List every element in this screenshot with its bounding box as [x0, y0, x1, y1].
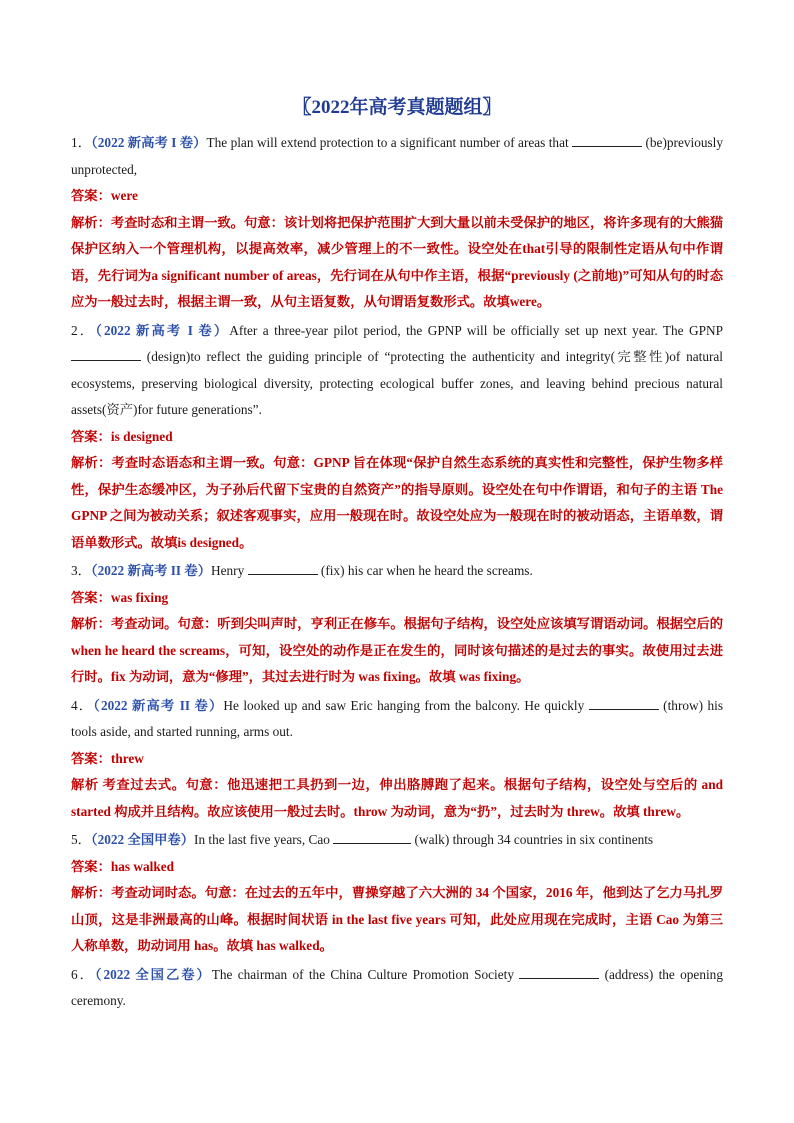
- answer-value: was fixing: [110, 589, 169, 605]
- question-text-post: (throw) his tools aside, and started running, arms out.: [71, 697, 724, 739]
- explanation-5: 解析：考查动词时态。句意：在过去的五年中，曹操穿越了六大洲的 34 个国家，2016 年，他到达了乞力马扎罗山顶，这是非洲最高的山峰。根据时间状语 in the last five years 可知，此处应用现在完成时，主语 Cao 为第三人称单数，助动词用 has。故填 has walked。: [71, 885, 723, 953]
- question-text-post: (address) the opening ceremony.: [71, 966, 723, 1008]
- answer-blank: [519, 964, 599, 979]
- question-5: [71, 827, 723, 854]
- explanation-2: 解析：考查时态语态和主谓一致。句意：GPNP 旨在体现“保护自然生态系统的真实性和完整性，保护生物多样性，保护生态缓冲区，为子孙后代留下宝贵的自然资产”的指导原则。设空处在句中作谓语，和句子的主语 The GPNP 之间为被动关系；叙述客观事实，应用一般现在时。故设空处应为一般现在时的被动语态，主语单数，谓语单数形式。故填is designed。: [71, 455, 723, 550]
- answer-5: [71, 854, 723, 881]
- question-1: [71, 130, 723, 183]
- answer-2: [71, 424, 723, 451]
- question-text-pre: Henry: [211, 563, 248, 578]
- question-source: （2022 全国甲卷）: [90, 832, 195, 847]
- answer-label: 答案：: [71, 188, 111, 203]
- answer-3: [71, 585, 723, 612]
- question-text-post: (fix) his car when he heard the screams.: [317, 563, 533, 578]
- explanation-1: 解析：考查时态和主谓一致。句意：该计划将把保护范围扩大到大量以前未受保护的地区，将许多现有的大熊猫保护区纳入一个管理机构，以提高效率，减少管理上的不一致性。设空处在that引导的限制性定语从句中作谓语，先行词为a significant number of areas，先行词在从句中作主语，根据“previously (之前地)”可知从句的时态应为一般过去时，根据主谓一致，从句主语复数，从句谓语复数形式。故填were。: [71, 214, 723, 309]
- question-text-post: (walk) through 34 countries in six continents: [411, 832, 654, 847]
- question-text-pre: After a three-year pilot period, the GPNP will be officially set up next year. The GPNP: [229, 322, 723, 338]
- question-number: 6．: [71, 966, 95, 982]
- answer-blank: [333, 829, 411, 844]
- page-title: 〖2022年高考真题题组〗: [292, 97, 502, 118]
- answer-value: threw: [110, 750, 144, 766]
- question-source: （2022 新高考 II 卷）: [93, 697, 224, 713]
- question-number: 4．: [71, 697, 94, 713]
- question-source: （2022 全国乙卷）: [94, 966, 212, 982]
- answer-label: 答案：: [71, 589, 111, 605]
- question-source: （2022 新高考 I 卷）: [91, 135, 207, 150]
- answer-blank: [248, 560, 318, 575]
- question-text-post: (design)to reflect the guiding principle of “protecting the authenticity and integrity(完整性)of natural ecosystems, preserving biological diversity, protecting ecological buffer zones, and leaving behind precious natural assets(资产)for future generations”.: [71, 349, 723, 417]
- question-number: 1．: [71, 135, 92, 150]
- question-text-post: (be)previously unprotected,: [71, 135, 724, 177]
- question-3: [71, 558, 723, 585]
- question-text-pre: In the last five years, Cao: [194, 832, 334, 847]
- answer-value: were: [110, 188, 138, 203]
- question-text-pre: The chairman of the China Culture Promotion Society: [211, 966, 520, 982]
- answer-blank: [572, 132, 642, 147]
- question-source: （2022 新高考 I 卷）: [95, 322, 230, 338]
- question-list: [71, 130, 723, 1015]
- question-source: （2022 新高考 II 卷）: [90, 563, 211, 578]
- answer-value: has walked: [110, 858, 175, 874]
- answer-label: 答案：: [71, 750, 111, 766]
- answer-blank: [71, 346, 141, 361]
- question-2: [71, 318, 723, 424]
- explanation-3: 解析：考查动词。句意：听到尖叫声时，亨利正在修车。根据句子结构，设空处应该填写谓语动词。根据空后的 when he heard the screams，可知，设空处的动作是正在发生的，同时该句描述的是过去的事实。故使用过去进行时。fix 为动词，意为“修理”，其过去进行时为 was fixing。故填 was fixing。: [71, 616, 723, 684]
- question-text-pre: He looked up and saw Eric hanging from the balcony. He quickly: [223, 697, 589, 713]
- question-number: 3．: [71, 563, 91, 578]
- explanation-4: 解析 考查过去式。句意：他迅速把工具扔到一边，伸出胳膊跑了起来。根据句子结构，设空处与空后的 and started 构成并且结构。故应该使用一般过去时。throw 为动词，意为“扔”，过去时为 threw。故填 threw。: [71, 777, 723, 819]
- question-4: [71, 693, 723, 746]
- question-text-pre: The plan will extend protection to a significant number of areas that: [206, 135, 573, 150]
- question-6: [71, 962, 723, 1015]
- answer-value: is designed: [110, 428, 173, 444]
- question-number: 5．: [71, 832, 91, 847]
- answer-4: [71, 746, 723, 773]
- answer-label: 答案：: [71, 428, 111, 444]
- answer-label: 答案：: [71, 858, 111, 874]
- answer-blank: [589, 695, 659, 710]
- answer-1: [71, 183, 723, 210]
- question-number: 2．: [71, 322, 96, 338]
